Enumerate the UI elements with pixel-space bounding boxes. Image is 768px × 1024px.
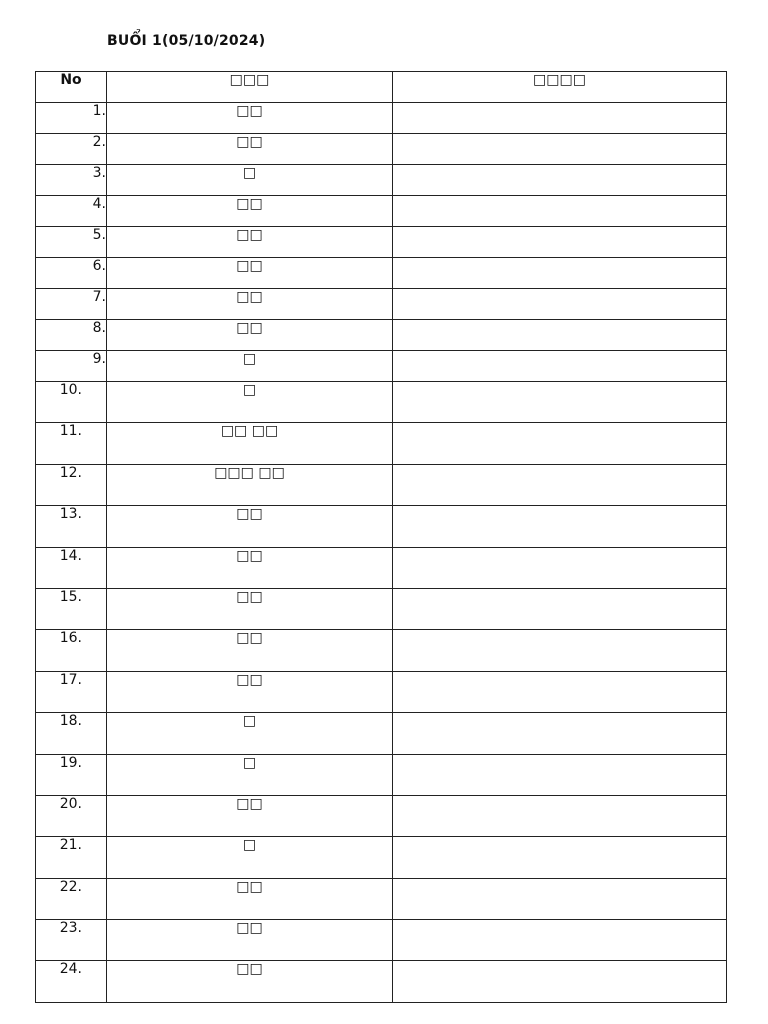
row-word: □□: [107, 547, 393, 588]
row-number: 6.: [36, 258, 107, 289]
row-meaning[interactable]: [393, 165, 727, 196]
table-row: [36, 961, 727, 1002]
row-number: 14.: [36, 547, 107, 588]
row-meaning[interactable]: [393, 464, 727, 505]
row-number: 12.: [36, 464, 107, 505]
row-meaning[interactable]: [393, 506, 727, 547]
row-meaning[interactable]: [393, 754, 727, 795]
vocabulary-table: [35, 71, 727, 1003]
row-meaning[interactable]: [393, 671, 727, 712]
row-meaning[interactable]: [393, 878, 727, 919]
row-meaning[interactable]: [393, 713, 727, 754]
row-meaning[interactable]: [393, 196, 727, 227]
table-row: [36, 878, 727, 919]
row-word: □□: [107, 878, 393, 919]
row-number: 2.: [36, 134, 107, 165]
row-number: 8.: [36, 320, 107, 351]
row-word: □□: [107, 506, 393, 547]
row-meaning[interactable]: [393, 227, 727, 258]
row-number: 22.: [36, 878, 107, 919]
table-row: [36, 258, 727, 289]
row-word: □: [107, 754, 393, 795]
row-word: □: [107, 713, 393, 754]
table-row: [36, 103, 727, 134]
row-meaning[interactable]: [393, 351, 727, 382]
row-number: 11.: [36, 423, 107, 464]
row-number: 10.: [36, 382, 107, 423]
row-number: 7.: [36, 289, 107, 320]
row-word: □□: [107, 103, 393, 134]
row-word: □□: [107, 134, 393, 165]
table-body: [36, 103, 727, 1003]
row-word: □: [107, 837, 393, 878]
row-word: □□: [107, 671, 393, 712]
row-number: 1.: [36, 103, 107, 134]
row-meaning[interactable]: [393, 920, 727, 961]
table-row: [36, 382, 727, 423]
table-row: [36, 837, 727, 878]
row-word: □□: [107, 630, 393, 671]
table-row: [36, 713, 727, 754]
row-meaning[interactable]: [393, 134, 727, 165]
table-row: [36, 289, 727, 320]
row-number: 5.: [36, 227, 107, 258]
row-word: □□: [107, 795, 393, 836]
row-meaning[interactable]: [393, 630, 727, 671]
row-meaning[interactable]: [393, 320, 727, 351]
table-row: [36, 630, 727, 671]
table-row: [36, 351, 727, 382]
row-number: 16.: [36, 630, 107, 671]
header-meaning: □□□□: [393, 72, 727, 103]
page-title: BUỔI 1(05/10/2024): [107, 33, 266, 49]
row-word: □□: [107, 961, 393, 1002]
row-meaning[interactable]: [393, 423, 727, 464]
header-word: □□□: [107, 72, 393, 103]
row-meaning[interactable]: [393, 382, 727, 423]
row-word: □□: [107, 588, 393, 629]
row-meaning[interactable]: [393, 795, 727, 836]
header-no: No: [36, 72, 107, 103]
row-meaning[interactable]: [393, 837, 727, 878]
table-row: [36, 754, 727, 795]
row-word: □□: [107, 196, 393, 227]
table-row: [36, 196, 727, 227]
row-meaning[interactable]: [393, 588, 727, 629]
row-number: 24.: [36, 961, 107, 1002]
row-number: 4.: [36, 196, 107, 227]
row-meaning[interactable]: [393, 289, 727, 320]
row-number: 18.: [36, 713, 107, 754]
row-number: 15.: [36, 588, 107, 629]
row-number: 23.: [36, 920, 107, 961]
row-meaning[interactable]: [393, 961, 727, 1002]
row-meaning[interactable]: [393, 103, 727, 134]
row-word: □□: [107, 227, 393, 258]
table-row: [36, 671, 727, 712]
table-row: [36, 547, 727, 588]
table-row: [36, 134, 727, 165]
row-word: □□: [107, 320, 393, 351]
row-number: 20.: [36, 795, 107, 836]
table-header: [36, 72, 727, 103]
table-row: [36, 423, 727, 464]
table-row: [36, 920, 727, 961]
table-row: [36, 506, 727, 547]
row-number: 17.: [36, 671, 107, 712]
row-number: 19.: [36, 754, 107, 795]
table-row: [36, 795, 727, 836]
row-word: □: [107, 382, 393, 423]
row-number: 21.: [36, 837, 107, 878]
table-row: [36, 320, 727, 351]
table-row: [36, 165, 727, 196]
row-number: 13.: [36, 506, 107, 547]
row-meaning[interactable]: [393, 258, 727, 289]
row-word: □□ □□: [107, 423, 393, 464]
table-row: [36, 227, 727, 258]
table-row: [36, 588, 727, 629]
row-word: □□: [107, 289, 393, 320]
row-meaning[interactable]: [393, 547, 727, 588]
table-row: [36, 464, 727, 505]
row-word: □□□ □□: [107, 464, 393, 505]
header-row: [36, 72, 727, 103]
row-word: □: [107, 165, 393, 196]
row-number: 9.: [36, 351, 107, 382]
row-word: □□: [107, 920, 393, 961]
row-word: □□: [107, 258, 393, 289]
row-word: □: [107, 351, 393, 382]
row-number: 3.: [36, 165, 107, 196]
